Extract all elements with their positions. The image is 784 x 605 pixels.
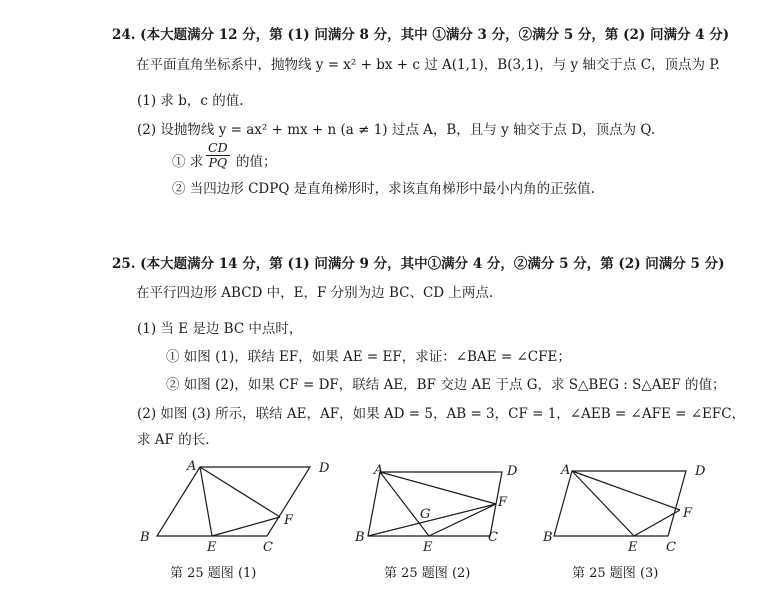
figure-3-caption: 第 25 题图 (3) bbox=[572, 566, 659, 581]
fig2-label-D: D bbox=[507, 464, 518, 479]
fig2-label-C: C bbox=[488, 530, 498, 545]
q24-stem: 在平面直角坐标系中，抛物线 y = x² + bx + c 过 A(1,1)，B(3,1)，与 y 轴交于点 C，顶点为 P. bbox=[136, 57, 720, 73]
fig2-segment-EF bbox=[429, 504, 496, 536]
fig1-label-A: A bbox=[187, 459, 197, 474]
fig2-label-E: E bbox=[423, 540, 433, 555]
fig3-segment-EF bbox=[634, 510, 680, 536]
fig3-label-A: A bbox=[561, 463, 571, 478]
fig2-segment-AF bbox=[380, 472, 496, 504]
q24-sub2: ② 当四边形 CDPQ 是直角梯形时，求该直角梯形中最小内角的正弦值. bbox=[172, 181, 595, 197]
fig2-label-A: A bbox=[374, 463, 384, 478]
q25-header: 25. (本大题满分 14 分，第 (1) 问满分 9 分，其中①满分 4 分，②满分 5 分，第 (2) 问满分 5 分) bbox=[112, 256, 725, 272]
q24-sub1-prefix: ① 求 bbox=[172, 154, 204, 170]
figure-2-caption: 第 25 题图 (2) bbox=[384, 566, 471, 581]
q24-header: 24. (本大题满分 12 分，第 (1) 问满分 8 分，其中 ①满分 3 分，②满分 5 分，第 (2) 问满分 4 分) bbox=[112, 27, 730, 43]
fig1-segment-AF bbox=[200, 467, 280, 517]
fig1-label-F: F bbox=[284, 513, 294, 528]
fig3-segment-AF bbox=[572, 471, 680, 510]
q25-sub2: ② 如图 (2)，如果 CF = DF，联结 AE，BF 交边 AE 于点 G，求 S△BEG : S△AEF 的值； bbox=[166, 377, 726, 393]
fig3-parallelogram bbox=[554, 471, 686, 536]
fig3-label-D: D bbox=[695, 464, 706, 479]
fig1-label-D: D bbox=[319, 461, 330, 476]
fig1-segment-AE bbox=[200, 467, 212, 536]
q25-part1: (1) 当 E 是边 BC 中点时， bbox=[137, 321, 303, 337]
q24-fraction bbox=[206, 141, 230, 170]
fig3-label-C: C bbox=[666, 540, 676, 555]
q24-sub1-suffix: 的值； bbox=[236, 154, 277, 170]
fig3-label-E: E bbox=[628, 540, 638, 555]
fig2-label-F: F bbox=[498, 495, 508, 510]
fig3-label-F: F bbox=[683, 506, 693, 521]
figure-3 bbox=[540, 455, 720, 555]
fig1-label-B: B bbox=[140, 530, 150, 545]
q25-stem: 在平行四边形 ABCD 中，E，F 分别为边 BC、CD 上两点. bbox=[136, 285, 494, 301]
figure-1-caption: 第 25 题图 (1) bbox=[170, 566, 257, 581]
q24-part1: (1) 求 b，c 的值. bbox=[137, 93, 244, 109]
q25-part2-line2: 求 AF 的长. bbox=[137, 432, 210, 448]
fig1-label-E: E bbox=[207, 540, 217, 555]
fig1-label-C: C bbox=[263, 540, 273, 555]
fig3-segment-AE bbox=[572, 471, 634, 536]
fig2-label-B: B bbox=[355, 530, 365, 545]
q24-part2: (2) 设抛物线 y = ax² + mx + n (a ≠ 1) 过点 A，B，且与 y 轴交于点 D，顶点为 Q. bbox=[137, 122, 656, 138]
q24-fraction-numerator: CD bbox=[208, 140, 228, 155]
figure-1 bbox=[135, 455, 340, 555]
q25-part2-line1: (2) 如图 (3) 所示，联结 AE，AF，如果 AD = 5，AB = 3，CF = 1，∠AEB = ∠AFE = ∠EFC， bbox=[137, 406, 746, 422]
fig1-segment-EF bbox=[212, 517, 280, 536]
q24-fraction-denominator: PQ bbox=[208, 155, 228, 170]
fig2-segment-BF bbox=[368, 504, 496, 536]
figure-2 bbox=[350, 455, 530, 555]
fig3-label-B: B bbox=[543, 530, 553, 545]
q25-sub1: ① 如图 (1)，联结 EF，如果 AE = EF，求证：∠BAE = ∠CFE； bbox=[166, 349, 571, 365]
fig2-label-G: G bbox=[420, 507, 431, 522]
